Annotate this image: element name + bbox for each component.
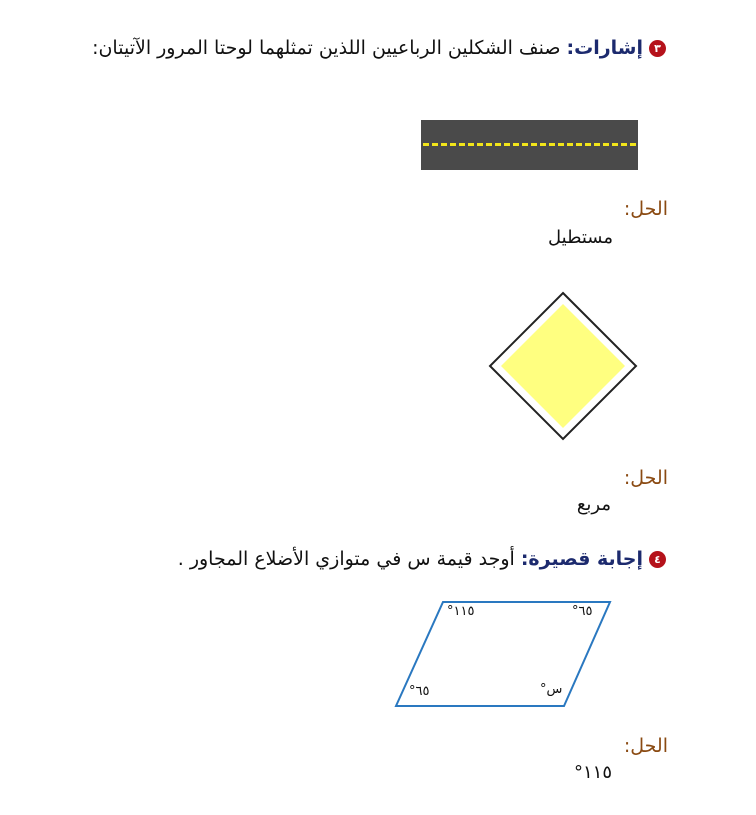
road-sign-rectangle: [421, 120, 638, 170]
solution-answer: مربع: [576, 494, 611, 515]
solution-label: الحل:: [623, 198, 668, 220]
solution-answer: مستطيل: [548, 227, 613, 248]
solution-answer: ١١٥°: [573, 762, 612, 783]
road-center-line: [423, 143, 636, 146]
question-3: [66, 34, 666, 62]
question-text: أوجد قيمة س في متوازي الأضلاع المجاور .: [177, 548, 515, 570]
angle-top-left: ١١٥°: [447, 604, 475, 619]
question-keyword: إشارات:: [566, 37, 643, 59]
angle-bottom-right: س°: [540, 682, 563, 697]
question-number-badge: ٤: [649, 551, 666, 568]
question-text: صنف الشكلين الرباعيين اللذين تمثلهما لوحتا المرور الآتيتان:: [92, 37, 561, 59]
question-number-badge: ٣: [649, 40, 666, 57]
solution-label: الحل:: [623, 735, 668, 757]
angle-top-right: ٦٥°: [572, 604, 593, 619]
angle-bottom-left: ٦٥°: [409, 684, 430, 699]
solution-label: الحل:: [623, 467, 668, 489]
question-keyword: إجابة قصيرة:: [520, 548, 643, 570]
question-4: [66, 545, 666, 573]
road-sign-diamond: [487, 290, 639, 442]
